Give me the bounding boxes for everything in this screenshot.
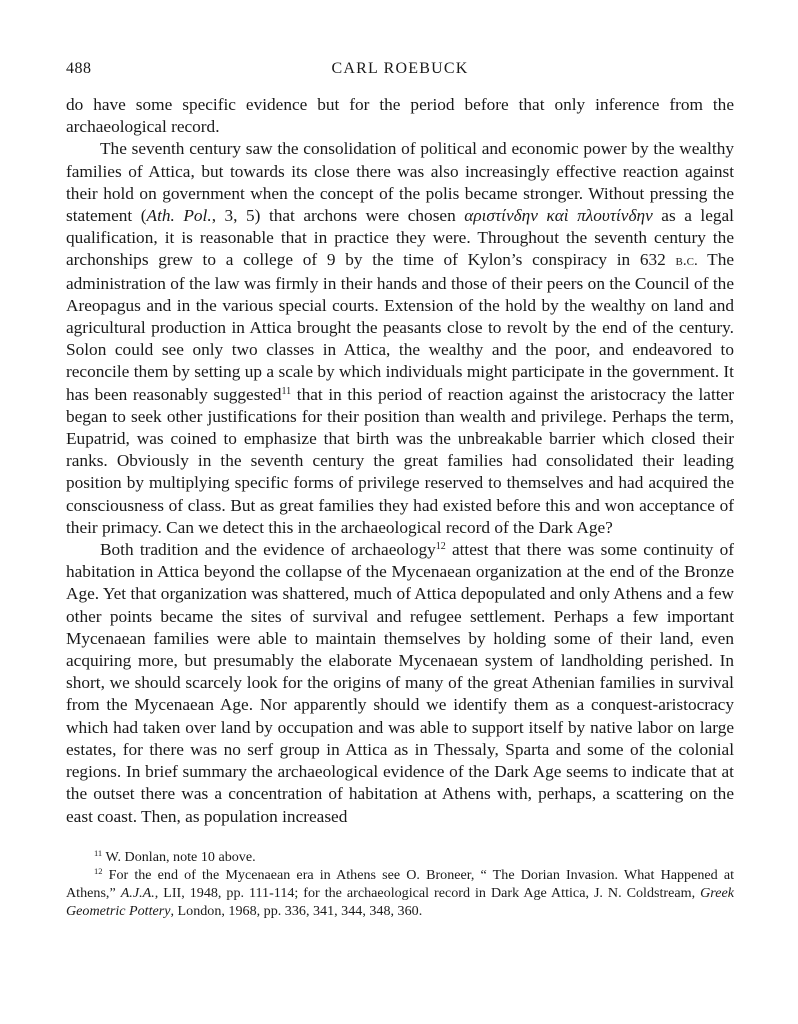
paragraph-seventh-century	[66, 138, 734, 539]
paragraph-text: that in this period of reaction against the aristocracy the latter began to seek other justifications for their position than wealth and privilege. Perhaps the term, Eupatrid, was coined to emphasize that birth was the unbreakable barrier which closed their ranks. Obviously in the seventh century the great families had consolidated their leading position by multiplying specific forms of privilege reserved to themselves and had acquired the consciousness of class. But as great families they had existed before this and won acceptance of their primacy. Can we detect this in the archaeological record of the Dark Age?	[66, 384, 734, 537]
body-text	[66, 94, 734, 828]
running-head-author: CARL ROEBUCK	[331, 60, 469, 77]
footnote-ref-11[interactable]: 11	[281, 385, 292, 397]
paragraph-tradition	[66, 539, 734, 828]
page-number: 488	[66, 60, 92, 77]
paragraph-text: as a legal qualification, it is reasonable that in practice they were. Throughout the seventh century the archonships grew to a college of 9 by the time of Kylon’s conspiracy in 632	[66, 206, 734, 270]
greek-phrase: αριστίνδην καὶ πλουτίνδην	[464, 206, 653, 226]
footnote-text: For the end of the Mycenaean era in Athens see O. Broneer, “ The Dorian Invasion. What Happened at Athens,”	[66, 866, 734, 901]
citation-ath-pol: Ath. Pol.	[146, 206, 212, 226]
footnotes	[66, 848, 734, 920]
paragraph-continued	[66, 94, 734, 138]
footnote-text: W. Donlan, note 10 above.	[102, 848, 256, 865]
era-abbreviation: b.c.	[675, 253, 698, 270]
citation-reference: , 3, 5)	[211, 206, 261, 226]
book-title: Greek Geometric Pottery	[66, 884, 734, 919]
footnote-mark: 12	[94, 865, 103, 876]
footnote-12	[66, 866, 734, 920]
paragraph-text: attest that there was some continuity of habitation in Attica beyond the collapse of the Mycenaean organization at the end of the Bronze Age. Yet that organization was shattered, much of Attica depopulated and only Athens and a few other points became the sites of survival and refugee settlement. Perhaps a few important Mycenaean families were able to maintain themselves by holding some of their land, even acquiring more, but presumably the elaborate Mycenaean system of landholding perished. In short, we should scarcely look for the origins of many of the great Athenian families in survival from the Mycenaean Age. Nor apparently should we identify them as a conquest-aristocracy which had taken over land by occupation and was able to support itself by native labor on large estates, for there was no serf group in Attica as in Thessaly, Sparta and some of the colonial regions. In brief summary the archaeological evidence of the Dark Age seems to indicate that at the outset there was a concentration of habitation at Athens with, perhaps, a scattering on the east coast. Then, as population increased	[66, 540, 734, 826]
journal-title: A.J.A.	[120, 884, 155, 901]
paragraph-text: The administration of the law was firmly in their hands and those of their peers on the Council of the Areopagus and in the various special courts. Extension of the hold by the wealthy on land and agricultural production in Attica brought the peasants close to revolt by the end of the century. Solon could see only two classes in Attica, the wealthy and the poor, and endeavored to reconcile them by setting up a scale by which individuals might participate in the government. It has been reasonably suggested	[66, 250, 735, 404]
journal-page	[66, 56, 734, 920]
footnote-11	[66, 848, 734, 866]
paragraph-text: Both tradition and the evidence of archaeology	[100, 540, 436, 560]
footnote-mark: 11	[94, 847, 103, 858]
paragraph-text: The seventh century saw the consolidation of political and economic power by the wealthy families of Attica, but towards its close there was also increasingly effective reaction against their hold on government when the concept of the polis became stronger. Without pressing the statement (	[66, 139, 734, 226]
paragraph-text: that archons were chosen	[260, 206, 465, 226]
page-header	[66, 56, 734, 82]
paragraph-text: do have some specific evidence but for the period before that only inference from the archaeological record.	[66, 95, 734, 137]
footnote-text: , LII, 1948, pp. 111-114; for the archaeological record in Dark Age Attica, J. N. Coldstream,	[154, 884, 701, 901]
footnote-ref-12[interactable]: 12	[435, 541, 446, 553]
footnote-text: , London, 1968, pp. 336, 341, 344, 348, 360.	[170, 902, 423, 919]
